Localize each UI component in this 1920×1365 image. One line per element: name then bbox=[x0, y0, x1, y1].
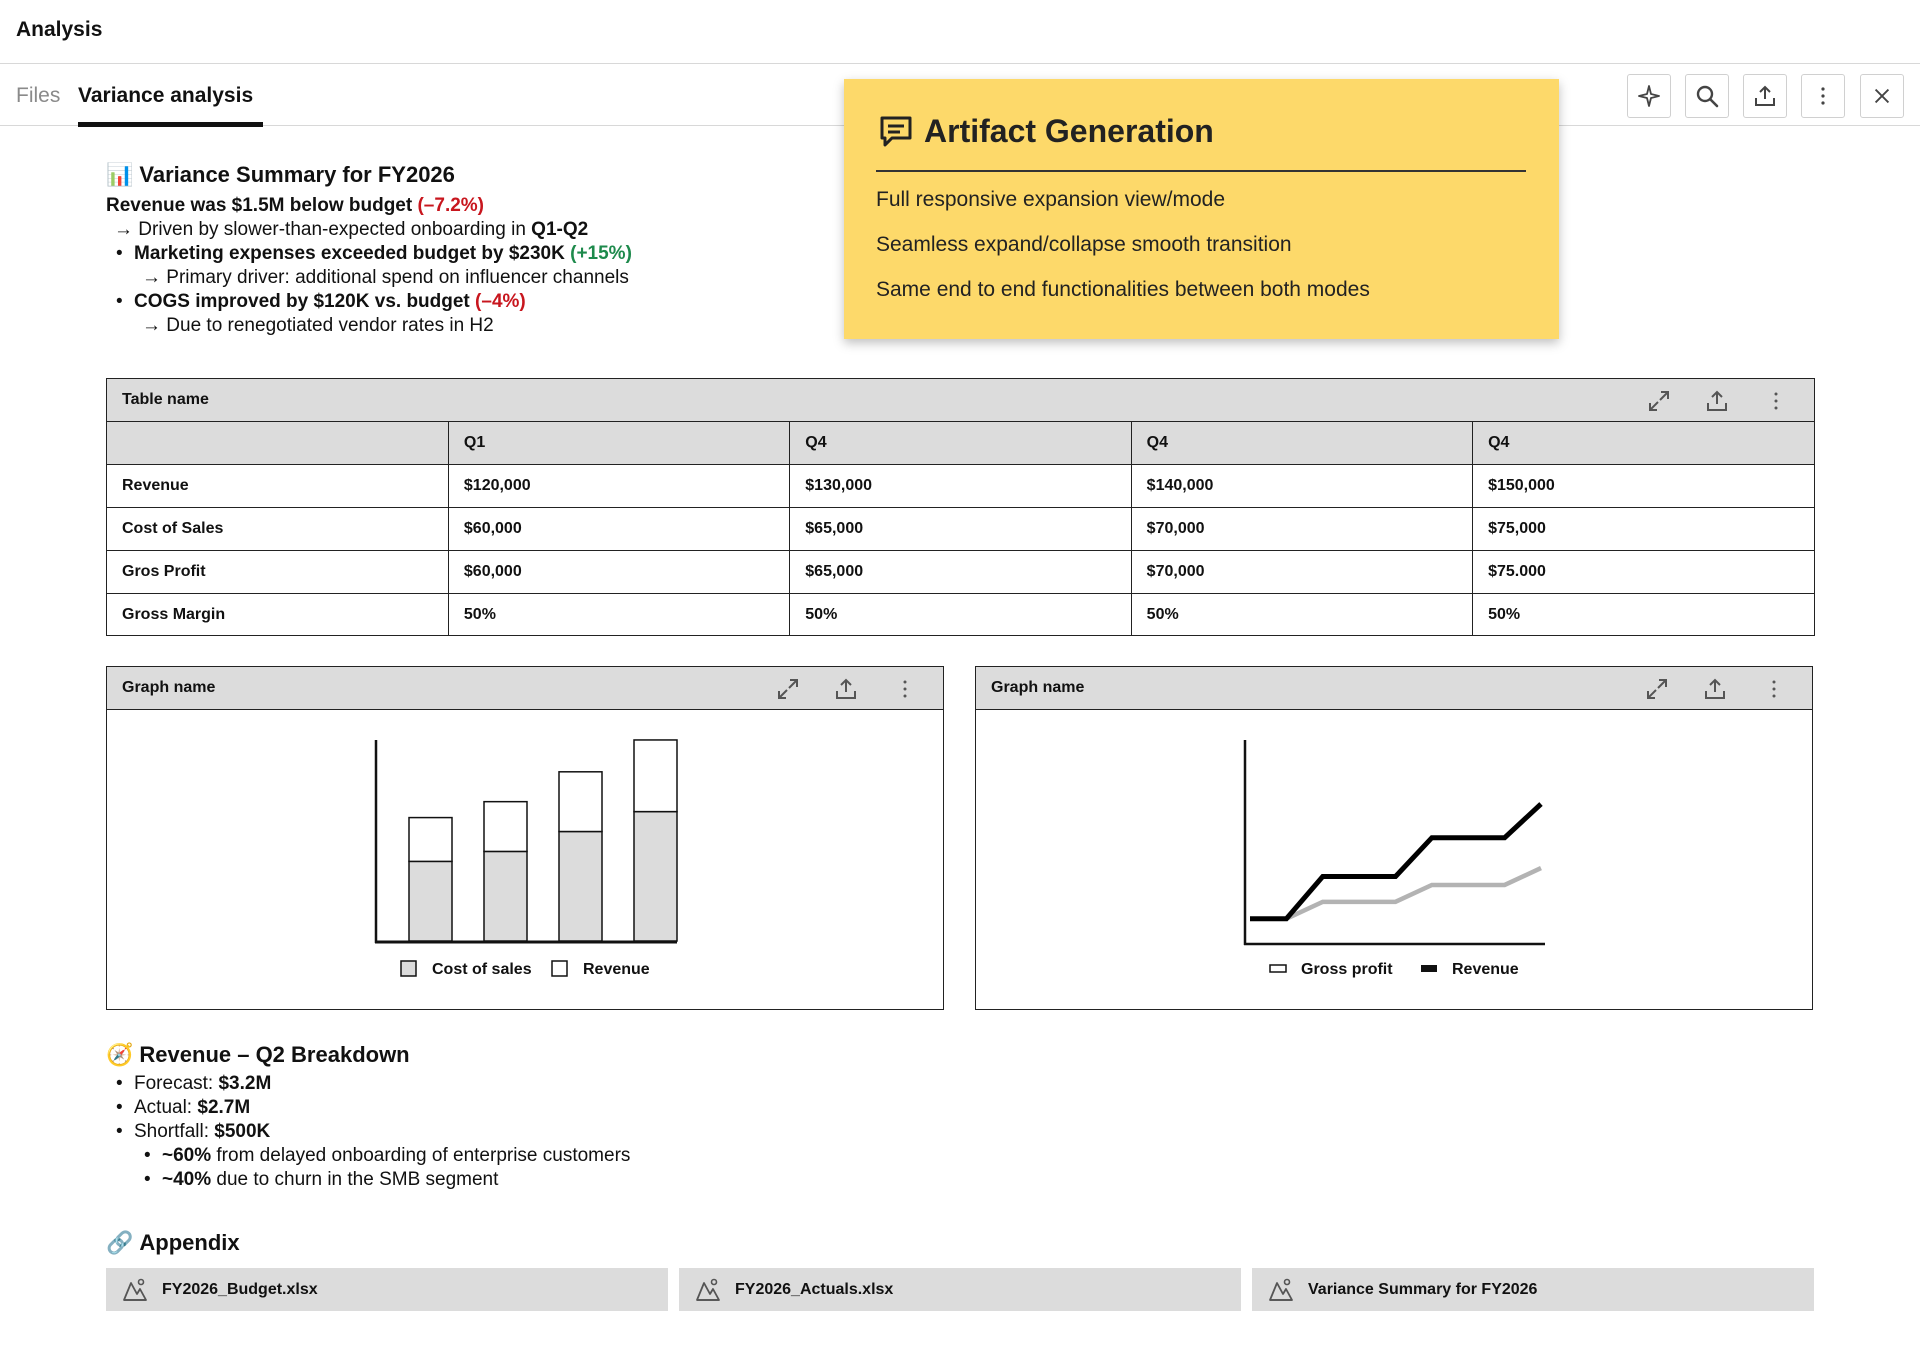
bar-revenue bbox=[409, 818, 452, 862]
bar-cost-of-sales bbox=[484, 851, 527, 941]
table-cell: $70,000 bbox=[1131, 550, 1472, 593]
appendix-file[interactable] bbox=[1252, 1268, 1814, 1311]
bar-revenue bbox=[634, 740, 677, 812]
close-icon bbox=[1871, 85, 1893, 107]
more-options-button[interactable] bbox=[1801, 74, 1845, 118]
column-header: Q1 bbox=[448, 422, 789, 465]
more-vertical-icon bbox=[1811, 84, 1835, 108]
table-row bbox=[107, 508, 1814, 551]
ai-sparkle-button[interactable] bbox=[1627, 74, 1671, 118]
bar-cost-of-sales bbox=[559, 832, 602, 941]
delta-badge: (–4%) bbox=[475, 291, 526, 312]
row-label: Gross Margin bbox=[107, 593, 448, 636]
column-header: Q4 bbox=[1131, 422, 1472, 465]
divider bbox=[876, 170, 1526, 172]
row-label: Revenue bbox=[107, 465, 448, 508]
column-header: Q4 bbox=[1473, 422, 1814, 465]
stacked-bar-chart bbox=[107, 710, 943, 1008]
tab-variance-analysis[interactable]: Variance analysis bbox=[78, 84, 254, 107]
export-button[interactable] bbox=[1703, 387, 1731, 415]
bar-cost-of-sales bbox=[634, 812, 677, 941]
table-cell: $60,000 bbox=[448, 550, 789, 593]
file-chart-icon bbox=[122, 1277, 148, 1303]
summary-detail: → Primary driver: additional spend on influencer channels bbox=[142, 267, 629, 288]
table-cell: $75,000 bbox=[1473, 508, 1814, 551]
chart-emoji-icon: 📊 bbox=[106, 162, 134, 187]
file-name: FY2026_Actuals.xlsx bbox=[735, 1280, 894, 1298]
column-header bbox=[107, 422, 448, 465]
table-cell: $130,000 bbox=[790, 465, 1131, 508]
item-label: Forecast: bbox=[134, 1073, 214, 1094]
more-vertical-icon bbox=[1762, 677, 1786, 701]
revenue-breakdown bbox=[106, 1043, 630, 1192]
summary-detail: → Due to renegotiated vendor rates in H2 bbox=[142, 315, 494, 336]
item-value: ~60% bbox=[162, 1145, 212, 1166]
item-value: $3.2M bbox=[218, 1073, 272, 1094]
tab-files[interactable]: Files bbox=[16, 84, 61, 107]
more-options-button[interactable] bbox=[1760, 675, 1788, 703]
table-cell: 50% bbox=[1131, 593, 1472, 636]
file-chart-icon bbox=[695, 1277, 721, 1303]
item-label: Actual: bbox=[134, 1097, 193, 1118]
list-item bbox=[106, 1120, 630, 1144]
data-table bbox=[107, 422, 1814, 636]
expand-icon bbox=[1645, 677, 1669, 701]
table-row bbox=[107, 550, 1814, 593]
close-button[interactable] bbox=[1860, 74, 1904, 118]
table-cell: $70,000 bbox=[1131, 508, 1472, 551]
item-value: $500K bbox=[214, 1121, 271, 1142]
appendix-heading bbox=[106, 1230, 240, 1256]
table-header-row bbox=[107, 422, 1814, 465]
item-label: Shortfall: bbox=[134, 1121, 209, 1142]
export-icon bbox=[1753, 84, 1777, 108]
export-icon bbox=[834, 677, 858, 701]
note-line: Full responsive expansion view/mode bbox=[876, 188, 1226, 211]
expand-icon bbox=[776, 677, 800, 701]
summary-period: Q1-Q2 bbox=[531, 219, 589, 240]
bar-cost-of-sales bbox=[409, 861, 452, 941]
table-cell: 50% bbox=[448, 593, 789, 636]
legend-label: Cost of sales bbox=[432, 961, 532, 978]
table-cell: $120,000 bbox=[448, 465, 789, 508]
artifact-generation-note bbox=[844, 79, 1559, 339]
legend-label: Gross profit bbox=[1301, 961, 1393, 978]
item-text: from delayed onboarding of enterprise customers bbox=[216, 1145, 631, 1166]
table-row bbox=[107, 593, 1814, 636]
file-name: Variance Summary for FY2026 bbox=[1308, 1280, 1538, 1298]
item-value: ~40% bbox=[162, 1169, 212, 1190]
note-title: Artifact Generation bbox=[924, 113, 1214, 149]
active-tab-indicator bbox=[78, 122, 263, 127]
legend-swatch-cost-of-sales bbox=[401, 961, 416, 976]
table-name: Table name bbox=[122, 391, 209, 408]
legend-swatch-revenue bbox=[1421, 965, 1437, 972]
compass-emoji-icon: 🧭 bbox=[106, 1042, 134, 1067]
data-table-card bbox=[106, 378, 1815, 636]
table-cell: $140,000 bbox=[1131, 465, 1472, 508]
export-icon bbox=[1705, 389, 1729, 413]
search-icon bbox=[1695, 84, 1719, 108]
legend-label: Revenue bbox=[1452, 961, 1519, 978]
expand-button[interactable] bbox=[1643, 675, 1671, 703]
item-value: $2.7M bbox=[197, 1097, 251, 1118]
graph-card-header bbox=[976, 667, 1812, 710]
section-title: Variance Summary for FY2026 bbox=[139, 162, 455, 187]
table-card-header bbox=[107, 379, 1814, 422]
table-cell: $60,000 bbox=[448, 508, 789, 551]
export-button[interactable] bbox=[1743, 74, 1787, 118]
export-icon bbox=[1703, 677, 1727, 701]
summary-line: Revenue was $1.5M below budget bbox=[106, 195, 413, 216]
bar-revenue bbox=[559, 772, 602, 832]
more-vertical-icon bbox=[893, 677, 917, 701]
link-emoji-icon: 🔗 bbox=[106, 1230, 134, 1255]
sparkle-icon bbox=[1637, 84, 1661, 108]
app-title: Analysis bbox=[16, 18, 103, 41]
more-options-button[interactable] bbox=[891, 675, 919, 703]
section-title: Appendix bbox=[139, 1230, 240, 1255]
row-label: Gros Profit bbox=[107, 550, 448, 593]
graph-card-header bbox=[107, 667, 943, 710]
list-item bbox=[106, 1144, 630, 1168]
expand-button[interactable] bbox=[774, 675, 802, 703]
more-options-button[interactable] bbox=[1762, 387, 1790, 415]
list-item bbox=[106, 1168, 630, 1192]
table-cell: 50% bbox=[1488, 605, 1521, 623]
row-label: Cost of Sales bbox=[107, 508, 448, 551]
column-header: Q4 bbox=[790, 422, 1131, 465]
chat-icon bbox=[878, 114, 914, 150]
file-name: FY2026_Budget.xlsx bbox=[162, 1280, 318, 1298]
legend-label: Revenue bbox=[583, 961, 650, 978]
table-row bbox=[107, 465, 1814, 508]
appendix-file[interactable] bbox=[106, 1268, 668, 1311]
line-chart bbox=[976, 710, 1812, 1008]
expand-icon bbox=[1647, 389, 1671, 413]
table-cell: $65,000 bbox=[790, 508, 1131, 551]
appendix-file[interactable] bbox=[679, 1268, 1241, 1311]
delta-badge: (–7.2%) bbox=[417, 195, 485, 216]
list-item bbox=[106, 1096, 630, 1120]
legend-swatch-revenue bbox=[552, 961, 567, 976]
summary-line: COGS improved by $120K vs. budget bbox=[134, 291, 470, 312]
note-line: Seamless expand/collapse smooth transition bbox=[876, 233, 1292, 256]
summary-detail: → Driven by slower-than-expected onboarding in bbox=[114, 219, 526, 240]
search-button[interactable] bbox=[1685, 74, 1729, 118]
export-button[interactable] bbox=[1701, 675, 1729, 703]
legend-swatch-gross-profit bbox=[1270, 965, 1286, 972]
export-button[interactable] bbox=[832, 675, 860, 703]
summary-line: Marketing expenses exceeded budget by $230K bbox=[134, 243, 565, 264]
table-cell: $75.000 bbox=[1473, 550, 1814, 593]
bar-revenue bbox=[484, 802, 527, 852]
graph-card-bar bbox=[106, 666, 944, 1010]
graph-card-line bbox=[975, 666, 1813, 1010]
more-vertical-icon bbox=[1764, 389, 1788, 413]
list-item bbox=[106, 1072, 630, 1096]
section-title: Revenue – Q2 Breakdown bbox=[139, 1042, 410, 1067]
delta-badge: (+15%) bbox=[570, 243, 632, 264]
table-cell: 50% bbox=[790, 593, 1131, 636]
table-cell: $150,000 bbox=[1473, 465, 1814, 508]
graph-name: Graph name bbox=[122, 679, 216, 696]
file-chart-icon bbox=[1268, 1277, 1294, 1303]
graph-name: Graph name bbox=[991, 679, 1085, 696]
variance-summary bbox=[106, 163, 632, 338]
table-cell: $65,000 bbox=[790, 550, 1131, 593]
expand-button[interactable] bbox=[1645, 387, 1673, 415]
note-line: Same end to end functionalities between both modes bbox=[876, 278, 1370, 301]
item-text: due to churn in the SMB segment bbox=[216, 1169, 499, 1190]
